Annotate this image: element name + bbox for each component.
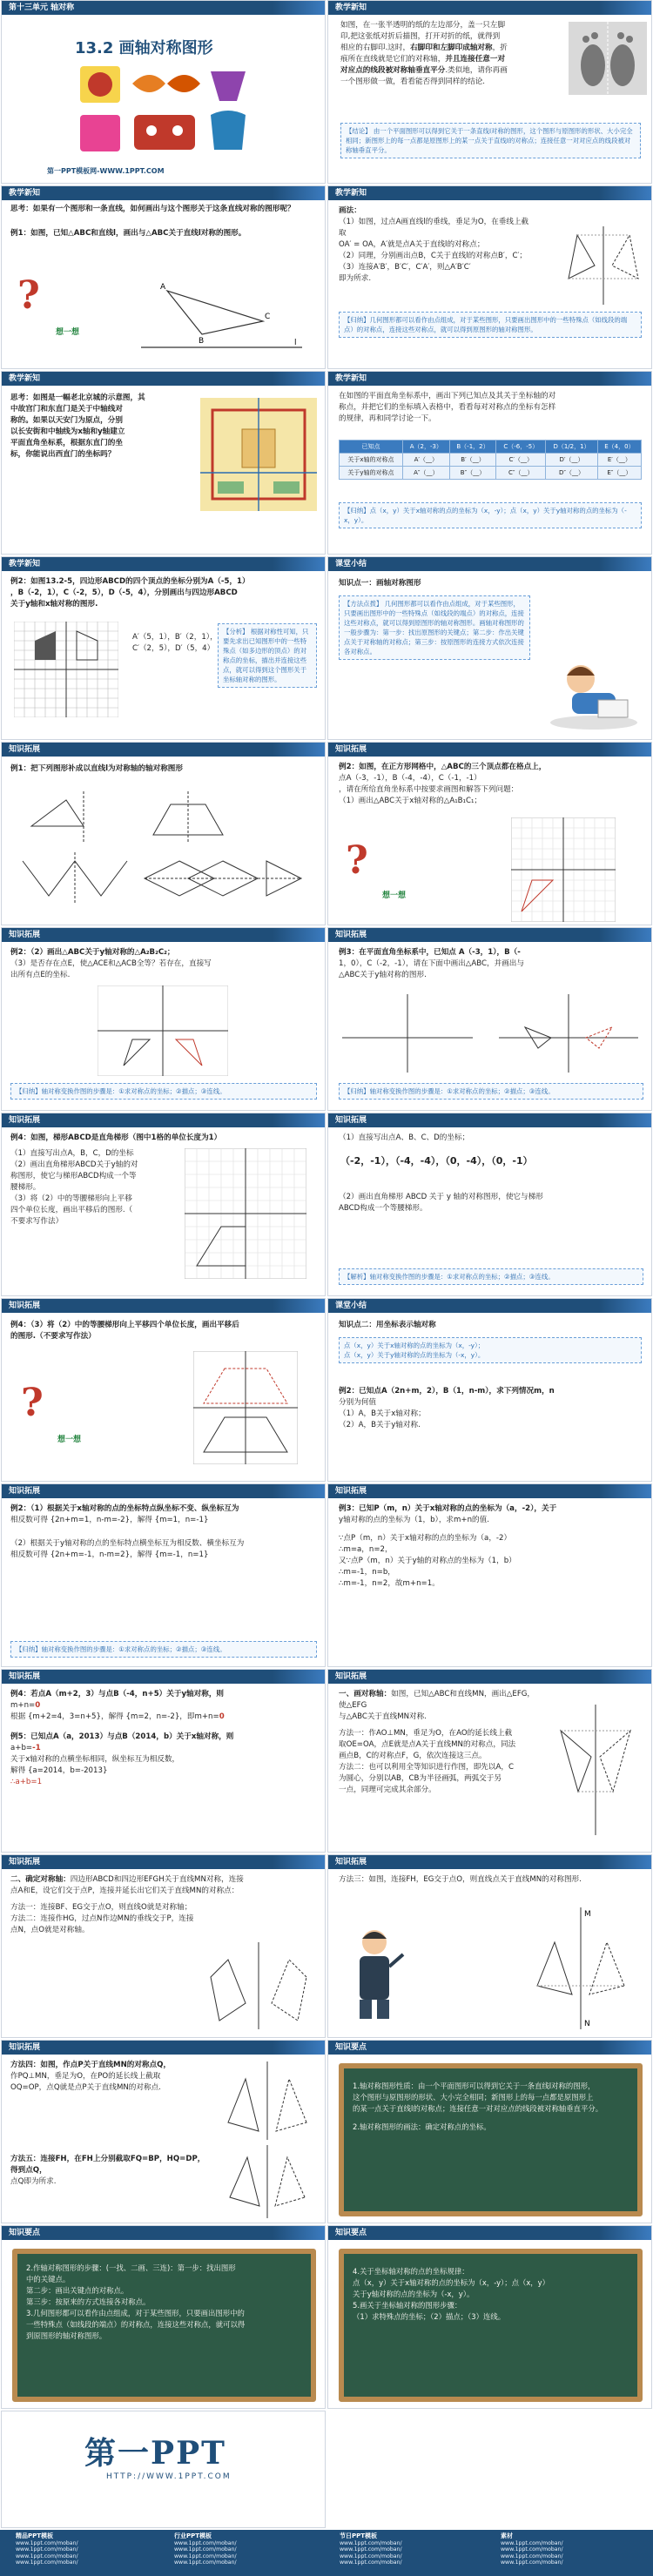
- slide-method45: [1, 2040, 326, 2223]
- analysis-note: 【解析】轴对称变换作图的步骤是：①求对称点的坐标；②描点；③连线。: [339, 1268, 643, 1285]
- footer-link[interactable]: www.1ppt.com/moban/: [340, 2552, 402, 2559]
- steps-note: 【归纳】轴对称变换作图的步骤是：①求对称点的坐标；②描点；③连线。: [339, 1083, 643, 1100]
- footer-col-3: 节日PPT模板 www.1ppt.com/moban/ www.1ppt.com/moban/ www.1ppt.com/moban/ www.1ppt.com/moban/: [340, 2533, 488, 2566]
- axis-reflection-figure: [548, 1705, 643, 1835]
- think-label: 想一想: [57, 1436, 82, 1444]
- footer-link[interactable]: www.1ppt.com/moban/: [16, 2539, 78, 2546]
- slide-beijing-map: [1, 371, 326, 555]
- slide-coordinate-table: [327, 371, 652, 555]
- summary2-example: 例2：已知点A（2n+m，2），B（1，n-m），求下列情况m，n 分别为何值 （1）A，B关于x轴对称； （2）A，B关于y轴对称.: [339, 1387, 555, 1429]
- beijing-map-image: [200, 398, 317, 511]
- slide-header: 知识拓展: [2, 1670, 325, 1684]
- steps-note: 【归纳】轴对称变换作图的步骤是：①求对称点的坐标；②描点；③连线。: [10, 1641, 317, 1658]
- label-m: M: [584, 1910, 591, 1919]
- label-b: B: [199, 337, 205, 346]
- grid-figure: [14, 622, 118, 717]
- mask3-icon: [211, 111, 246, 150]
- knowledge-point-2: 知识点二：用坐标表示轴对称: [339, 1321, 436, 1329]
- paper-cut-icon: [211, 71, 246, 101]
- footer-link[interactable]: www.1ppt.com/moban/: [340, 2539, 402, 2546]
- slide-extend-ex1: [1, 742, 326, 925]
- table-header-row: 已知点 A（2，-3） B（-1，2） C（-6，-5） D（1/2，1） E（4，0）: [340, 441, 642, 454]
- slide-key-points-2: [1, 2225, 326, 2409]
- slide-header: 知识要点: [2, 2226, 325, 2240]
- footer-links: [0, 2530, 653, 2576]
- butterfly-icon: [132, 75, 165, 92]
- steps-note: 【归纳】轴对称变换作图的步骤是：①求对称点的坐标；②描点；③连线。: [10, 1083, 317, 1100]
- analysis-note: 【分析】 根据对称性可知，只要先求出已知图形中的一些特殊点（如多边形的顶点）的对称点的坐标，描出并连接这些点，就可以得到这个图形关于坐标轴对称的图形。: [218, 623, 317, 688]
- key-points-text: 4.关于坐标轴对称的点的坐标规律： 点（x，y）关于x轴对称的点的坐标为（x，-y）；点（x，y） 关于y轴对称的点的坐标为（-x，y）。 5.画关于坐标轴对称的图形步骤： （1）求特殊点的坐标；（2）描点；（3）连线。: [353, 2267, 549, 2321]
- footer-link[interactable]: www.1ppt.com/moban/: [174, 2559, 237, 2566]
- reflection-figure: [560, 226, 647, 305]
- slide-method3: [327, 1854, 652, 2038]
- footer-link[interactable]: www.1ppt.com/moban/: [501, 2552, 563, 2559]
- chalkboard: [12, 2249, 316, 2402]
- slide-header: 知识拓展: [2, 1855, 325, 1869]
- footer-link[interactable]: www.1ppt.com/moban/: [16, 2552, 78, 2559]
- method-note: 【方法点拨】 几何图形都可以看作由点组成，对于某些图形，只要画出图形中的一些特殊点（如线段的端点）的对称点，连接这些对称点，就可以得到原图形的轴对称图形。画轴对称图形的一般步骤为：第一步：找出原图形的关键点；第二步：作出关键点关于对称轴的对称点；第三步：按原图形的连接方式依次连接各对称点。: [339, 595, 530, 660]
- extend-ex45-text: 例4：若点A（m+2，3）与点B（-4，n+5）关于y轴对称，则 m+n=0 根据 {m+2=4，3=n+5}，解得 {m=2，n=-2}，即m+n=0 例5：已知点A（a，2013）与点B（2014，b）关于x轴对称，则 a+b=-1 关于x轴对称的点横坐标相同，纵坐标互为相反数， 解得 {a=2014，b=-2013} ∴a+b=1: [10, 1690, 234, 1786]
- two-axis-figures: [342, 994, 638, 1073]
- footer-link[interactable]: www.1ppt.com/moban/: [340, 2546, 402, 2553]
- slide-header: 教学新知: [328, 1, 651, 15]
- question-mark-icon: ?: [346, 838, 368, 883]
- teacher-illustration: [344, 1925, 405, 2021]
- slide-extend-ex3: [327, 927, 652, 1111]
- slide-header: 第十三单元 轴对称: [2, 1, 325, 15]
- label-a: A: [160, 283, 166, 292]
- lesson-title: 13.2 画轴对称图形: [75, 39, 213, 57]
- slide-header: 课堂小结: [328, 557, 651, 571]
- slide-header: 教学新知: [328, 186, 651, 200]
- answer-text: （1）直接写出点A、B、C、D的坐标；: [339, 1133, 470, 1142]
- footer-link[interactable]: www.1ppt.com/moban/: [174, 2546, 237, 2553]
- label-n: N: [584, 2020, 590, 2028]
- extend-ex4c-text: 例4：（3）将（2）中的等腰梯形向上平移四个单位长度，画出平移后 的图形.（不要求写作法）: [10, 1321, 239, 1341]
- slide-header: 知识拓展: [2, 743, 325, 757]
- translated-trapezoid-grid: [193, 1351, 298, 1464]
- slide-header: 知识要点: [328, 2041, 651, 2055]
- example2-text: 例2：如图13.2-5，四边形ABCD的四个顶点的坐标分别为A（-5，1） ，B（-2，1），C（-2，5），D（-5，4），分别画出与四边形ABCD 关于y轴和x轴对称的图形.: [10, 577, 250, 609]
- site-credit: 第一PPT模板网-WWW.1PPT.COM: [47, 167, 165, 175]
- slide-extend-solution: [1, 1483, 326, 1667]
- slide-draw-axis: [327, 1669, 652, 1853]
- method5-figure: [219, 2145, 315, 2218]
- slide-title: [1, 0, 326, 184]
- label-c: C: [265, 313, 271, 321]
- footer-link[interactable]: www.1ppt.com/moban/: [501, 2539, 563, 2546]
- slide-header: 知识拓展: [328, 1113, 651, 1127]
- think-label: 想一想: [56, 328, 80, 337]
- slide-header: 知识拓展: [2, 2041, 325, 2055]
- method4-figure: [219, 2061, 315, 2140]
- extend-ex2b-text: 例2：（2）画出△ABC关于y轴对称的△A₂B₂C₂； （3）是否存在点E，使△ACE和△ACB全等？若存在，直接写 出所有点E的坐标.: [10, 948, 212, 979]
- footer-link[interactable]: www.1ppt.com/moban/: [174, 2539, 237, 2546]
- answer-coordinates: （-2，-1），（-4，-4），（0，-4），（0，-1）: [340, 1155, 533, 1167]
- table-row: 关于x轴的对称点 A′（__） B′（__） C′（__） D′（__） E′（__）: [340, 454, 642, 467]
- table-row: 关于y轴的对称点 A″（__） B″（__） C″（__） D″（__） E″（__）: [340, 467, 642, 480]
- conclusion-note: 【结论】 由一个平面图形可以得到它关于一条直线l对称的图形，这个图形与原图形的形状、大小完全相同；新图形上的每一点都是原图形上的某一点关于直线l的对称点；连接任意一对对应点的线段被对称轴垂直平分。: [340, 123, 641, 158]
- opera-mask-icon: [134, 115, 195, 150]
- answer-coordinates: A′（5，1），B′（2，1）， C′（2，5），D′（5，4）: [132, 633, 218, 653]
- extend-ex2-text: 例2：如图，在正方形网格中，△ABC的三个顶点都在格点上， 点A（-3，-1），B（-4，-4），C（-1，-1） ，请在所给直角坐标系中按要求画图和解答下列问题： （1）画出△ABC关于x轴对称的△A₁B₁C₁；: [339, 763, 547, 805]
- summary-note: 【归纳】几何图形都可以看作由点组成，对于某些图形，只要画出图形中的一些特殊点（如线段的端点）的对称点，连接这些对称点，就可以得到原图形的轴对称图形。: [339, 312, 642, 338]
- slide-extend-ex4c: [1, 1298, 326, 1482]
- method4-text: 方法四：如图，作点P关于直线MN的对称点Q， 作PQ⊥MN，垂足为O，在PO的延长线上截取 OQ=OP，点Q就是点P关于直线MN的对称点.: [10, 2061, 172, 2092]
- footer-col-1: 精品PPT模板 www.1ppt.com/moban/ www.1ppt.com/moban/ www.1ppt.com/moban/ www.1ppt.com/moban/: [16, 2533, 164, 2566]
- brand-logo: 第一PPT: [84, 2435, 226, 2472]
- mn-reflection-figure: [520, 1907, 642, 2029]
- footer-col-2: 行业PPT模板 www.1ppt.com/moban/ www.1ppt.com/moban/ www.1ppt.com/moban/ www.1ppt.com/moban/: [174, 2533, 322, 2566]
- slide-summary1: [327, 556, 652, 740]
- footer-link[interactable]: www.1ppt.com/moban/: [16, 2559, 78, 2566]
- mask2-icon: [80, 115, 120, 151]
- brand-url: HTTP://WWW.1PPT.COM: [106, 2472, 232, 2481]
- slide-find-axis: [1, 1854, 326, 2038]
- slide-header: 教学新知: [2, 186, 325, 200]
- triangle-figure: [132, 273, 306, 352]
- slide-extend-ex45: [1, 1669, 326, 1853]
- knowledge-point-1: 知识点一：画轴对称图形: [339, 579, 421, 588]
- slide-header: 知识拓展: [328, 928, 651, 942]
- solution-text: 例2：（1）根据关于x轴对称的点的坐标特点纵坐标不变、纵坐标互为 相反数可得 {2n+m=1，n-m=-2}，解得 {m=1，n=-1} （2）根据关于y轴对称的点的坐标特点横坐标互为相反数、横坐标互为 相反数可得 {2n+m=-1，n-m=2}，解得 {m=-1，n=1}: [10, 1504, 245, 1559]
- slide-footprint: [327, 0, 652, 184]
- slide-header: 知识拓展: [2, 928, 325, 942]
- find-axis-text: 二、确定对称轴：四边形ABCD和四边形EFGH关于直线MN对称，连接 点A和E，设它们交于点P，连接并延长出它们关于直线MN的对称点： 方法一：连接BF、EG交于点O，则直线O就是对称轴； 方法二：连接作HG，过点N作边MN的垂线交于P，连接 点N，点O就是对称轴。: [10, 1875, 244, 1934]
- extend-ex3-text: 例3：在平面直角坐标系中，已知点 A（-3，1），B（- 1，0），C（-2，-1），请在下面中画出△ABC，并画出与 △ABC关于y轴对称的图形.: [339, 948, 524, 979]
- slide-key-points-1: [327, 2040, 652, 2223]
- slide-header: 知识拓展: [2, 1299, 325, 1313]
- think-question: 思考：如果有一个图形和一条直线，如何画出与这个图形关于这条直线对称的图形呢？: [10, 205, 295, 213]
- method3-text: 方法三：如图，连接FH，EG交于点O，则直线点关于直线MN的对称图形.: [339, 1875, 582, 1884]
- slide-header: 教学新知: [328, 372, 651, 386]
- quadrilateral-figure: [202, 1942, 315, 2029]
- extend-ex1-text: 例1：把下列图形补成以直线l为对称轴的轴对称图形: [10, 764, 183, 773]
- slide-header: 知识拓展: [328, 743, 651, 757]
- slide-header: 知识要点: [328, 2226, 651, 2240]
- key-points-text: 1.轴对称图形性质：由一个平面图形可以得到它关于一条直线l对称的图形， 这个图形与原图形的形状、大小完全相同；新图形上的每一点都是原图形上 的某一点关于直线l的对称点；连接任意一对对应点的线段被对称轴垂直平分。 2.轴对称图形的画法：确定对称点的坐标。: [353, 2082, 603, 2131]
- slide-extend-ex3b: [327, 1483, 652, 1667]
- method5-text: 方法五：连接FH，在FH上分别截取FQ=BP，HQ=DP，得到点Q， 点Q即为所求.: [10, 2155, 205, 2186]
- grid-plane-figure: [511, 817, 616, 922]
- slide-summary2: [327, 1298, 652, 1482]
- footer-link[interactable]: www.1ppt.com/moban/: [501, 2559, 563, 2566]
- footprint-image: [569, 22, 647, 95]
- slide-extend-ex4-answer: [327, 1113, 652, 1296]
- extend-ex3b-text: 例3：已知P（m，n）关于x轴对称的点的坐标为（a，-2），关于 y轴对称的点的坐标为（1，b），求m+n的值. ∵点P（m，n）关于x轴对称的点的坐标为（a，-2） ∴m=a，n=2， 又∵点P（m，n）关于y轴的对称点的坐标为（1，b） ∴m=-1，n=b， ∴m=-1，n=2，故m+n=1。: [339, 1504, 557, 1588]
- chalkboard: [339, 2063, 643, 2216]
- footer-link[interactable]: www.1ppt.com/moban/: [16, 2546, 78, 2553]
- symmetry-shapes: [14, 791, 314, 913]
- slide-header: 知识拓展: [2, 1113, 325, 1127]
- slide-example1: [1, 185, 326, 369]
- coordinate-instructions: 在如图的平面直角坐标系中，画出下列已知点及其关于坐标轴的对 称点，并把它们的坐标填入表格中，看看每对对称点的坐标有怎样 的规律，再和同学讨论一下。: [339, 392, 556, 423]
- question-mark-icon: ?: [17, 273, 40, 318]
- extend-ex4-title: 例4：如图，梯形ABCD是直角梯形（图中1格的单位长度为1）: [10, 1133, 222, 1142]
- slide-header: 课堂小结: [328, 1299, 651, 1313]
- slide-header: 知识拓展: [328, 1855, 651, 1869]
- coordinate-grid: [98, 985, 228, 1076]
- footer-col-4: 素材 www.1ppt.com/moban/ www.1ppt.com/moban/ www.1ppt.com/moban/ www.1ppt.com/moban/: [501, 2533, 640, 2566]
- coordinate-note: 【归纳】点（x，y）关于x轴对称的点的坐标为（x，-y）；点（x，y）关于y轴对称的点的坐标为（-x，y）。: [339, 502, 642, 528]
- key-points-text: 2.作轴对称图形的步骤：(一找、二画、三连)：第一步：找出图形 中的关键点。 第二步：画出关键点的对称点。 第三步：按原来的方式连接各对称点。 3.几何图形都可以看作由点组成，对于某些图形，只要画出图形中的 一些特殊点（如线段的端点）的对称点，连接这些对称点，就可以得 到原图形的轴对称图形。: [26, 2263, 246, 2340]
- slide-drawing-method: [327, 185, 652, 369]
- extend-ex4-steps: （1）直接写出点A，B，C，D的坐标 （2）画出直角梯形ABCD关于y轴的对 称图形，使它与梯形ABCD构成一个等 腰梯形。 （3）将（2）中的等腰梯形向上平移 四个单位长度，画出平移后的图形.（ 不要求写作法）: [10, 1149, 138, 1226]
- symmetry-table: [339, 440, 642, 480]
- trapezoid-grid: [185, 1148, 306, 1279]
- footer-link[interactable]: www.1ppt.com/moban/: [340, 2559, 402, 2566]
- slide-header: 知识拓展: [328, 1670, 651, 1684]
- draw-axis-text: 一、画对称轴：如图，已知△ABC和直线MN，画出△EFG，使△EFG 与△ABC关于直线MN对称. 方法一：作AO⊥MN，垂足为O，在AO的延长线上截 取OE=OA，点E就是点A关于直线MN的对称点，同法 画点B，C的对称点F，G，依次连接这三点。 方法二：也可以利用全等知识进行作图，即先以A，C 为圆心，分别以AB，CB为半径画弧，两弧交于另 一点，同理可完成其余部分。: [339, 1690, 535, 1794]
- footer-link[interactable]: www.1ppt.com/moban/: [501, 2546, 563, 2553]
- brand-slide: [1, 2411, 326, 2528]
- footer-link[interactable]: www.1ppt.com/moban/: [174, 2552, 237, 2559]
- label-l: l: [294, 339, 297, 347]
- slide-extend-ex2: [327, 742, 652, 925]
- question-mark-icon: ?: [21, 1381, 44, 1425]
- answer-text-2: （2）画出直角梯形 ABCD 关于 y 轴的对称图形，使它与梯形 ABCD构成一个等腰梯形。: [339, 1193, 543, 1213]
- reading-boy-illustration: [546, 653, 642, 731]
- slide-header: 知识拓展: [328, 1484, 651, 1498]
- slide-header: 教学新知: [2, 557, 325, 571]
- think-label: 想一想: [382, 891, 407, 900]
- chalkboard: [339, 2249, 643, 2402]
- example-text: 例1：如图，已知△ABC和直线l，画出与△ABC关于直线l对称的图形。: [10, 229, 246, 238]
- footprint-text: 如图，在一张半透明的纸的左边部分，盖一只左脚 印,把这张纸对折后描图，打开对折的纸，就得到 相应的右脚印.这时，右脚印和左脚印成轴对称，折 痕所在直线就是它们的对称轴，并且连接任意一对 对应点的线段被对称轴垂直平分.类似地，请你再画 一个图形做一做，看看能否得到同样的结论.: [340, 21, 508, 86]
- rule-note: 点（x，y）关于x轴对称的点的坐标为（x，-y）； 点（x，y）关于y轴对称的点的坐标为（-x，y）。: [339, 1337, 642, 1363]
- slide-example2: [1, 556, 326, 740]
- beijing-question: 思考：如图是一幅老北京城的示意图，其 中故宫门和东直门是关于中轴线对 称的。如果以天安门为原点，分别 以长安街和中轴线为x轴和y轴建立 平面直角坐标系，根据东直门的坐 标，你能说出西直门的坐标吗？: [10, 393, 145, 459]
- drawing-steps: 画法： （1）如图，过点A画直线l的垂线，垂足为O，在垂线上截取 OA′ = OA，A′就是点A关于直线l的对称点； （2）同理，分别画出点B，C关于直线l的对称点B′，C′； （3）连接A′B′，B′C′，C′A′，则△A′B′C′ 即为所求.: [339, 206, 529, 283]
- slide-extend-ex2b: [1, 927, 326, 1111]
- slide-key-points-3: [327, 2225, 652, 2409]
- folk-art-icons: [80, 66, 254, 162]
- slide-header: 教学新知: [2, 372, 325, 386]
- slide-extend-ex4: [1, 1113, 326, 1296]
- slide-header: 知识拓展: [2, 1484, 325, 1498]
